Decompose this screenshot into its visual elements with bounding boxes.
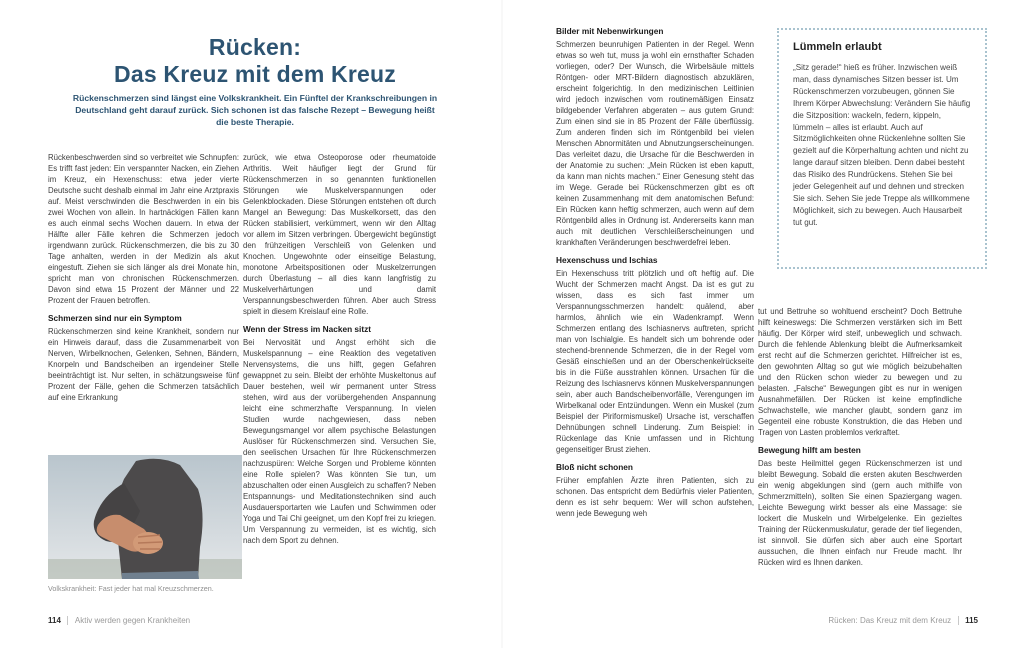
paragraph: Früher empfahlen Ärzte ihren Patienten, sich zu schonen. Das entspricht dem Bedürfnis vieler Patienten, denn es ist sehr bequem: Wer will schon aufstehen, wenn jede Bewegung weh (556, 476, 754, 518)
article-title-line1: Rücken: (208, 34, 302, 60)
section-heading-hexenschuss: Hexenschuss und Ischias (556, 255, 658, 265)
paragraph: Rückenbeschwerden sind so verbreitet wie Schnupfen: Es trifft fast jeden: Ein verspannter Nacken, ein Ziehen im Kreuz, ein Hexenschuss: etwa jeder vierte Deutsche sucht deshalb einmal im Jahr eine Arztpraxis auf. Meist verschwinden die Beschwerden in ein bis zwei Wochen von allein. In hartnäckigen Fällen kann es auch einmal sechs Wochen dauern. In etwa der Hälfte aller Fälle kehren die Schmerzen jedoch irgendwann zurück. Rückenschmerzen, die bis zu 30 Tage anhalten, werden in der Medizin als akut eingestuft. Ziehen sie sich länger als drei Monate hin, spricht man von chronischen Rückenschmerzen. Davon sind etwa 15 Prozent der Männer und 22 Prozent der Frauen betroffen. (48, 153, 239, 305)
footer-right (556, 616, 978, 626)
sidebar-box (777, 28, 987, 269)
article-photo (48, 455, 242, 579)
paragraph: tut und Bettruhe so wohltuend erscheint? Doch Bettruhe hilft keineswegs: Die Schmerzen verstärken sich im Bett häufig. Der Körper wird steif, unbeweglich und schwach. Durch die fehlende Ablenkung bleibt die Aufmerksamkeit erst recht auf die Schmerzen gerichtet. Hilfreicher ist es, den gewohnten Alltag so gut wie möglich beizubehalten und den Rücken schon wieder zu bewegen und zu belasten. „Falsche“ Bewegungen gibt es nur in wenigen Ausnahmefällen. Der Rücken ist keine empfindliche Schwachstelle, wie mancher glaubt, sondern ganz im Gegenteil eine robuste Konstruktion, die das Heben und Tragen von Lasten problemlos verkraftet. (758, 307, 962, 437)
article-title (60, 34, 450, 88)
section-heading-bilder: Bilder mit Nebenwirkungen (556, 26, 664, 36)
photo-caption: Volkskrankheit: Fast jeder hat mal Kreuzschmerzen. (48, 584, 214, 593)
paragraph: Rückenschmerzen sind keine Krankheit, sondern nur ein Hinweis darauf, dass die Zusammenarbeit von Nerven, Wirbelknochen, Gelenken, Sehnen, Bändern, Knorpeln und Bandscheiben an irgendeiner Stelle beeinträchtigt ist. Nur selten, in schätzungsweise fünf Prozent der Fälle, gehen die Schmerzen tatsächlich auf eine Erkrankung (48, 327, 239, 402)
paragraph: Ein Hexenschuss tritt plötzlich und oft heftig auf. Die Wucht der Schmerzen macht Angst. Da ist es gut zu wissen, dass es sich fast immer um Verspannungsschmerzen handelt: quälend, aber harmlos, ähnlich wie ein Wadenkrampf. Wenn Schmerzen entlang des Ischiasnervs auftreten, spricht man von Ischialgie. Es handelt sich um bohrende oder stechend-brennende Schmerzen, die in der Regel vom Gesäß einschießen und an der Oberschenkelrückseite bis in die Füße ausstrahlen können. Ursachen für die Reizung des Ischiasnervs können Muskelverspannungen sein, aber auch Bandscheibenvorfälle, Verengungen im Wirbelkanal oder Entzündungen. Wenn ein Muskel (zum Beispiel der Piriformismuskel) Ursache ist, verschaffen Dehnübungen schnell Linderung. Zum Beispiel: in Rückenlage das Knie umfassen und in Richtung gegenseitiger Brust ziehen. (556, 269, 754, 454)
page-fold-divider (501, 0, 503, 648)
paragraph: Das beste Heilmittel gegen Rückenschmerzen ist und bleibt Bewegung. Sobald die ersten akuten Beschwerden ein wenig abgeklungen sind (gern auch mithilfe von Schmerzmitteln), sollten Sie einen Spaziergang wagen. Leichte Bewegung wirkt besser als eine Massage: sie lockert die Muskeln und Wirbelgelenke. Ein gezieltes Training der Rückenmuskulatur, gerade der tief liegenden, ist sinnvoll. Sie dürfen sich aber auch eine Sportart aussuchen, die Ihnen einfach nur Freude macht. Ihr Rücken wird es Ihnen danken. (758, 459, 962, 567)
sidebar-body: „Sitz gerade!“ hieß es früher. Inzwischen weiß man, dass dynamisches Sitzen besser ist. Um Rückenschmerzen vorzubeugen, gönnen Sie Ihrem Körper Abwechslung: Verändern Sie häufig die Sitzposition: wackeln, federn, kippeln, lümmeln – alles ist erlaubt. Auch auf Sitzmöglichkeiten ohne Rückenlehne sollten Sie gezielt auf die Körperhaltung achten und nicht zu lange darauf sitzen bleiben. Denn dabei besteht das Risiko des Rundrückens. Stehen Sie bei jeder Gelegenheit auf und dehnen und strecken Sie sich. Sehen Sie jede Treppe als willkommene Möglichkeit, sich zu bewegen. Auch Hausarbeit tut gut. (793, 63, 971, 227)
section-heading-schonen: Bloß nicht schonen (556, 462, 633, 472)
section-heading-bewegung: Bewegung hilft am besten (758, 445, 861, 455)
article-column-1 (48, 152, 239, 410)
footer-label-left: Aktiv werden gegen Krankheiten (67, 616, 190, 625)
paragraph: zurück, wie etwa Osteoporose oder rheumatoide Arthritis. Weit häufiger liegt der Grund für Rückenschmerzen in so genannten funktionellen Störungen wie Muskelverspannungen oder Gelenkblockaden. Diese Störungen entstehen oft durch Mangel an Bewegung: Das Muskelkorsett, das den Rücken stabilisiert, verkümmert, wenn wir den Alltag vor allem im Sitzen verbringen. Übergewicht begünstigt den frühzeitigen Verschleiß von Gelenken und Knochen. Ungewohnte oder einseitige Belastung, monotone Arbeitspositionen oder Muskelzerrungen durch Überlastung – all dies kann langfristig zu Muskelverhärtungen und damit Verspannungsbeschwerden führen. Aber auch Stress spielt in diesem Kreislauf eine Rolle. (243, 153, 436, 316)
page-number-right: 115 (965, 616, 978, 625)
sidebar-title: Lümmeln erlaubt (793, 41, 882, 53)
article-title-line2: Das Kreuz mit dem Kreuz (114, 61, 396, 87)
article-column-2 (243, 152, 436, 553)
page-number-left: 114 (48, 616, 61, 625)
back-pain-photo-graphic (48, 455, 242, 579)
section-heading-stress: Wenn der Stress im Nacken sitzt (243, 324, 372, 334)
section-heading-symptom: Schmerzen sind nur ein Symptom (48, 313, 182, 323)
paragraph: Bei Nervosität und Angst erhöht sich die Muskelspannung – eine Reaktion des vegetativen Nervensystems, die uns hilft, gegen Gefahren gewappnet zu sein. Bleibt der erhöhte Muskeltonus auf Dauer bestehen, weil wir permanent unter Stress stehen, wird aus der vorübergehenden Anspannung leicht eine schmerzhafte Verspannung. In vielen Studien wurde nachgewiesen, dass neben Bewegungsmangel vor allem psychische Belastungen Auslöser für Rückenschmerzen sind. Versuchen Sie, den seelischen Ursachen für Ihre Rückenschmerzen nachzuspüren: Welche Sorgen und Probleme könnten eine Rolle spielen? Was könnten Sie tun, um abzuschalten oder einen Ausgleich zu schaffen? Neben Entspannungs- und Meditationstechniken sind auch Ausdauersportarten wie Laufen und Schwimmen oder Yoga und Tai Chi geeignet, um den Kopf frei zu kriegen. Um Verspannung zu vermeiden, ist es wichtig, sich nach dem Sport zu dehnen. (243, 338, 436, 545)
footer-label-right: Rücken: Das Kreuz mit dem Kreuz (828, 616, 959, 625)
article-column-4 (758, 306, 962, 575)
article-intro: Rückenschmerzen sind längst eine Volkskrankheit. Ein Fünftel der Krankschreibungen in Deutschland geht darauf zurück. Sich schonen ist das falsche Rezept – Bewegung heißt die beste Therapie. (72, 93, 438, 127)
footer-left (48, 616, 448, 626)
article-column-3 (556, 26, 754, 526)
paragraph: Schmerzen beunruhigen Patienten in der Regel. Wenn etwas so weh tut, muss ja wohl ein ernsthafter Schaden vorliegen, oder? Der Wunsch, die Wirbelsäule mittels Röntgen- oder MRT-Bildern diagnostisch abzuklären, erscheint folgerichtig. In den medizinischen Leitlinien wird jedoch inzwischen vom routinemäßigen Einsatz bildgebender Verfahren abgeraten – aus gutem Grund: Zum einen sind sie in 85 Prozent der Fälle überflüssig. Zum anderen finden sich im Röntgenbild bei vielen Menschen Abnormitäten und Abnutzungserscheinungen. Das verleitet dazu, die Ursache für die Beschwerden in der Anatomie zu suchen: „Mein Rücken ist eben kaputt, da kann man nichts machen.“ Einer Genesung steht das im Wege. Gerade bei Rückenschmerzen gibt es oft keinen Zusammenhang mit dem anatomischen Befund: Ein Rücken kann heftig schmerzen, auch wenn auf dem Röntgenbild alles in Ordnung ist. Andererseits kann man auch mit deutlichen Verschleißerscheinungen und krankhaften Veränderungen beschwerdefrei leben. (556, 40, 754, 247)
